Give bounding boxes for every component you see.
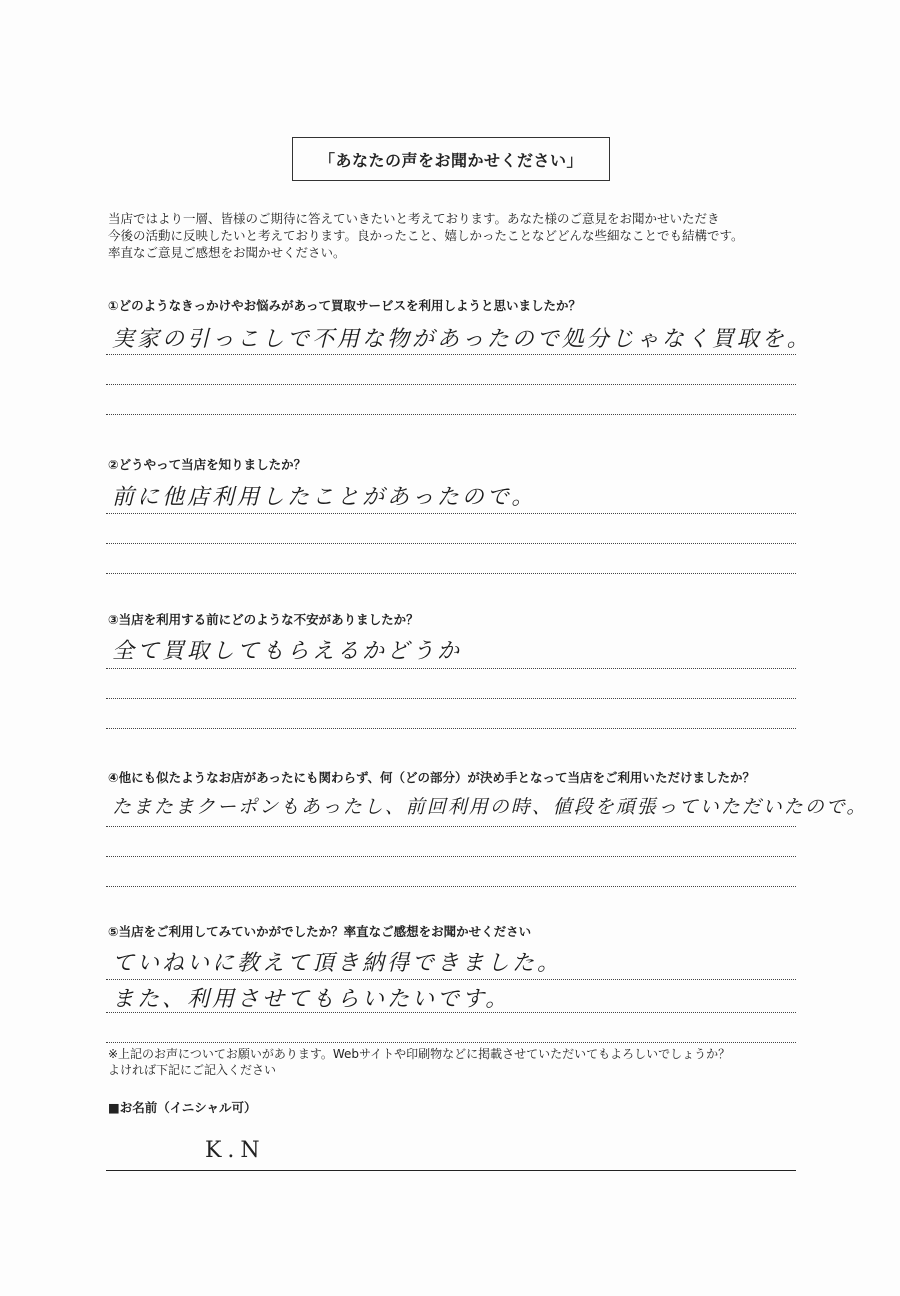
intro-line: 率直なご意見ご感想をお聞かせください。 [108,245,346,260]
intro-line: 当店ではより一層、皆様のご期待に答えていきたいと考えております。あなた様のご意見をお聞かせいただき [108,211,720,226]
question-5-answer-2[interactable]: また、利用させてもらいたいです。 [112,987,511,1012]
answer-line [106,414,796,415]
answer-line [106,1042,796,1043]
question-4-label: ④他にも似たようなお店があったにも関わらず、何（どの部分）が決め手となって当店をご利用いただけましたか？ [108,770,755,785]
question-4-answer[interactable]: たまたまクーポンもあったし、前回利用の時、値段を頑張っていただいたので。 [112,796,868,818]
answer-line [106,543,796,544]
note-line: ※上記のお声についてお願いがあります。Webサイトや印刷物などに掲載させていただいてもよろしいでしょうか？ [108,1047,731,1061]
answer-line [106,573,796,574]
intro-text [108,210,808,261]
name-line [106,1170,796,1171]
question-1-answer[interactable]: 実家の引っこしで不用な物があったので処分じゃなく買取を。 [112,327,812,352]
question-2-answer[interactable]: 前に他店利用したことがあったので。 [112,485,537,510]
question-2-label: ②どうやって当店を知りましたか？ [108,457,307,472]
page-title: 「あなたの声をお聞かせください」 [292,137,610,181]
answer-line [106,698,796,699]
answer-line [106,1012,796,1013]
question-1-label: ①どのようなきっかけやお悩みがあって買取サービスを利用しようと思いましたか？ [108,298,581,313]
answer-line [106,668,796,669]
question-3-label: ③当店を利用する前にどのような不安がありましたか？ [108,612,419,627]
answer-line [106,384,796,385]
answer-line [106,513,796,514]
name-value[interactable]: K.N [205,1138,266,1163]
answer-line [106,979,796,980]
answer-line [106,354,796,355]
permission-note [108,1046,730,1078]
answer-line [106,826,796,827]
answer-line [106,886,796,887]
name-label: ■お名前（イニシャル可） [108,1100,257,1115]
question-5-label: ⑤当店をご利用してみていかがでしたか？率直なご感想をお聞かせください [108,924,532,939]
question-5-answer[interactable]: ていねいに教えて頂き納得できました。 [112,951,563,976]
intro-line: 今後の活動に反映したいと考えております。良かったこと、嬉しかったことなどどんな些細なことでも結構です。 [108,228,744,243]
answer-line [106,728,796,729]
question-3-answer[interactable]: 全て買取してもらえるかどうか [112,639,463,664]
note-line: よければ下記にご記入ください [108,1063,277,1077]
answer-line [106,856,796,857]
